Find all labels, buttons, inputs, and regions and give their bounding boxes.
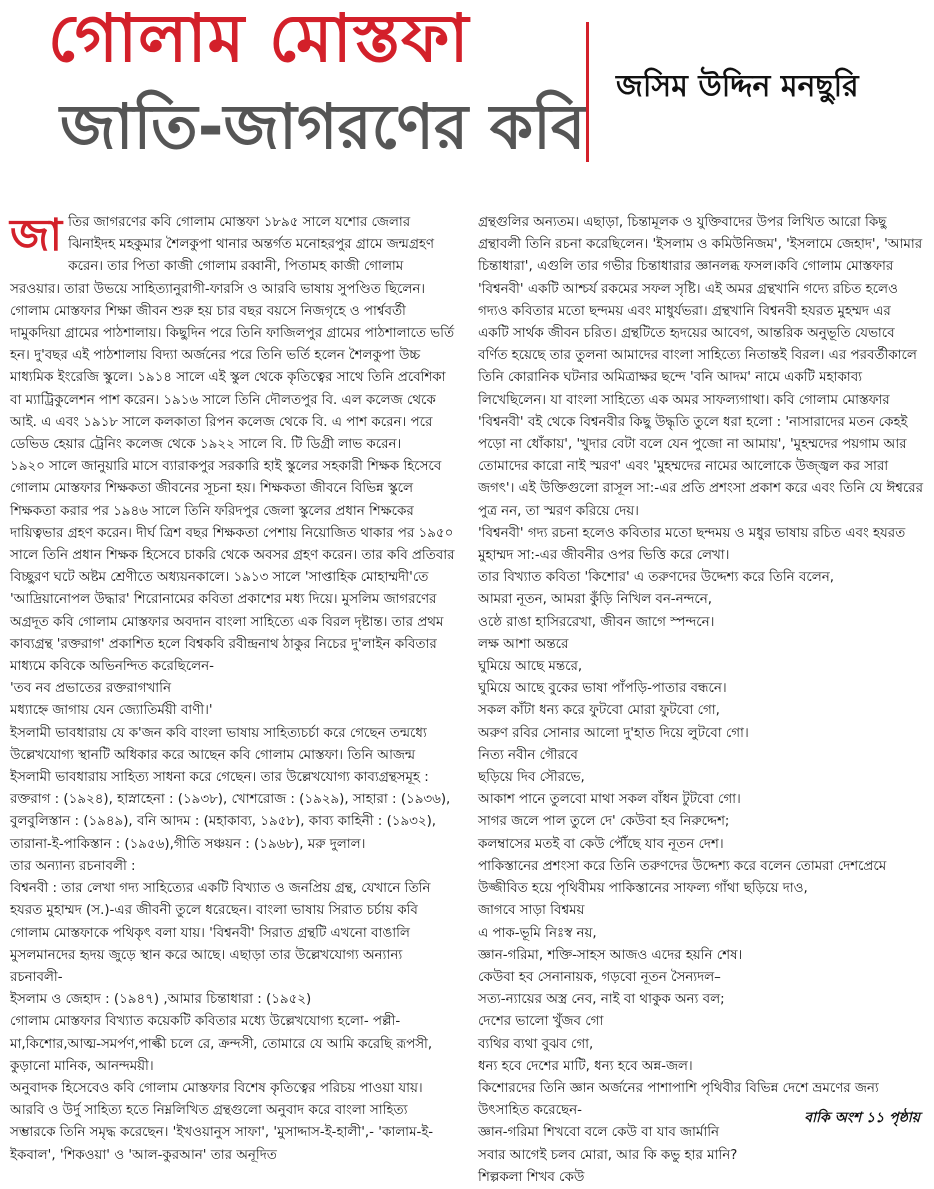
paragraph: জাতির জাগরণের কবি গোলাম মোস্তফা ১৮৯৫ সালে যশোর জেলার ঝিনাইদহ মহকুমার শৈলকুপা থানার অন্তর্গত মনোহরপুর গ্রামে জন্মগ্রহণ করেন। তার পিতা কাজী গোলাম রব্বানী, পিতামহ কাজী গোলাম সরওয়ার। তারা উভয়ে সাহিত্যানুরাগী-ফারসি ও আরবি ভাষায় সুপণ্ডিত ছিলেন। গোলাম মোস্তফার শিক্ষা জীবন শুরু হয় চার বছর বয়সে নিজগৃহে ও পার্শ্ববর্তী দামুকদিয়া গ্রামের পাঠশালায়। কিছুদিন পরে তিনি ফাজিলপুর গ্রামের পাঠশালাতে ভর্তি হন। দু'বছর এই পাঠশালায় বিদ্যা অর্জনের পরে তিনি ভর্তি হলেন শৈলকুপা উচ্চ মাধ্যমিক ইংরেজি স্কুলে। ১৯১৪ সালে এই স্কুল থেকে কৃতিত্বের সাথে তিনি প্রবেশিকা বা ম্যাট্রিকুলেশন পাশ করেন। ১৯১৬ সালে তিনি দৌলতপুর বি. এল কলেজ থেকে আই. এ এবং ১৯১৮ সালে কলকাতা রিপন কলেজ থেকে বি. এ পাশ করেন। পরে ডেভিড হেয়ার ট্রেনিং কলেজ থেকে ১৯২২ সালে বি. টি ডিগ্রী লাভ করেন। [10, 210, 455, 453]
dropcap: জা [10, 210, 63, 261]
poem-line: ছড়িয়ে দিব সৌরভে, [478, 770, 585, 786]
poem-line: শিল্পকলা শিখব কেউ [478, 1169, 585, 1185]
header-divider [586, 22, 589, 162]
quote-line: 'তব নব প্রভাতের রক্তরাগখানি [10, 681, 171, 697]
poem-line: সাগর জলে পাল তুলে দে' কেউবা হব নিরুদ্দেশ; [478, 814, 730, 830]
article-header [0, 0, 934, 195]
paragraph: অনুবাদক হিসেবেও কবি গোলাম মোস্তফার বিশেষ কৃতিত্বের পরিচয় পাওয়া যায়। আরবি ও উর্দু সাহিত্য হতে নিম্নলিখিত গ্রন্থগুলো অনুবাদ করে বাংলা সাহিত্য সম্ভারকে তিনি সমৃদ্ধ করেছেন। 'ইখওয়ানুস সাফা', 'মুসাদ্দাস-ই-হালী',- 'কালাম-ই-ইকবাল', 'শিকওয়া' ও 'আল-কুরআন' তার অনূদিত [10, 1080, 434, 1163]
poem-line: জাগবে সাড়া বিশ্বময় [478, 903, 585, 919]
paragraph: ইসলামী ভাবধারায় যে ক'জন কবি বাংলা ভাষায় সাহিত্যচর্চা করে গেছেন তন্মধ্যে উল্লেখযোগ্য স্থানটি অধিকার করে আছেন কবি গোলাম মোস্তফা। তিনি আজন্ম ইসলামী ভাবধারায় সাহিত্য সাধনা করে গেছেন। তার উল্লেখযোগ্য কাব্যগ্রন্থসমূহ : রক্তরাগ : (১৯২৪), হাস্নাহেনা : (১৯৩৮), খোশরোজ : (১৯২৯), সাহারা : (১৯৩৬), বুলবুলিস্তান : (১৯৪৯), বনি আদম : (মহাকাব্য, ১৯৫৮), কাব্য কাহিনী : (১৯৩২), তারানা-ই-পাকিস্তান : (১৯৫৬),গীতি সঞ্চয়ন : (১৯৬৮), মরু দুলাল। [10, 725, 451, 852]
poem-line: এ পাক-ভূমি নিঃস্ব নয়, [478, 925, 597, 941]
poem-line: আমরা নূতন, আমরা কুঁড়ি নিখিল বন-নন্দনে, [478, 592, 713, 608]
poem-line: সকল কাঁটা ধন্য করে ফুটবো মোরা ফুটবো গো, [478, 703, 720, 719]
subheadline: জাতি-জাগরণের কবি [60, 90, 586, 163]
quote-line: মধ্যাহ্নে জাগায় যেন জ্যোতির্ময়ী বাণী।' [10, 703, 213, 719]
poem-line: কলম্বাসের মতই বা কেউ পৌঁছে যাব নূতন দেশ। [478, 836, 724, 852]
poem-line: অরুণ রবির সোনার আলো দু'হাত দিয়ে লুটবো গো। [478, 725, 749, 741]
poem-line: নিত্য নবীন গৌরবে [478, 747, 578, 763]
paragraph: তার বিখ্যাত কবিতা 'কিশোর' এ তরুণদের উদ্দেশ্য করে তিনি বলেন, [478, 570, 834, 586]
poem-line: সবার আগেই চলব মোরা, আর কি কভু হার মানি? [478, 1147, 738, 1163]
paragraph: পাকিস্তানের প্রশংসা করে তিনি তরুণদের উদ্দেশ্য করে বলেন তোমরা দেশপ্রেমে উজ্জীবিত হয়ে পৃথিবীময় পাকিস্তানের সাফল্য গাঁথা ছড়িয়ে দাও, [478, 858, 887, 897]
poem-line: লক্ষ আশা অন্তরে [478, 636, 569, 652]
paragraph: গোলাম মোস্তফার বিখ্যাত কয়েকটি কবিতার মধ্যে উল্লেখযোগ্য হলো- পল্লী-মা,কিশোর,আত্ম-সমর্পণ,পাল্কী চলে রে, ক্রন্দসী, তোমারে যে আমি করেছি রূপসী, কুড়ানো মানিক, আনন্দময়ী। [10, 1014, 433, 1074]
poem-line: সত্য-ন্যায়ের অস্ত্র নেব, নাই বা থাকুক অন্য বল; [478, 992, 725, 1008]
paragraph: গ্রন্থগুলির অন্যতম। এছাড়া, চিন্তামূলক ও যুক্তিবাদের উপর লিখিত আরো কিছু গ্রন্থাবলী তিনি রচনা করেছিলেন। 'ইসলাম ও কমিউনিজম', 'ইসলামে জেহাদ', 'আমার চিন্তাধারা', এগুলি তার গভীর চিন্তাধারার জ্ঞানলব্ধ ফসল।কবি গোলাম মোস্তফার 'বিশ্বনবী' একটি আশ্চর্য রকমের সফল সৃষ্টি। এই অমর গ্রন্থখানি গদ্যে রচিত হলেও গদ্যও কবিতার মতো ছন্দময় এবং মাধুর্যভরা। গ্রন্থখানি বিশ্বনবী হযরত মুহম্মদ এর একটি সার্থক জীবন চরিত। গ্রন্থটিতে হৃদয়ের আবেগ, আন্তরিক অনুভূতি যেভাবে বর্ণিত হয়েছে তার তুলনা আমাদের বাংলা সাহিত্যে নিতান্তই বিরল। এর পরবর্তীকালে তিনি কোরানিক ঘটনার অমিত্রাক্ষর ছন্দে 'বনি আদম' নামে একটি মহাকাব্য লিখেছিলেন। যা বাংলা সাহিত্যে এক অমর সাফল্যগাথা। কবি গোলাম মোস্তফার 'বিশ্বনবী' বই থেকে বিশ্বনবীর কিছু উদ্ধৃতি তুলে ধরা হলো : 'নাসারাদের মতন কেহই পড়ো না ধোঁকায়', 'খুদার বেটা বলে যেন পুজো না আমায়', 'মুহম্মদের পয়গাম আর তোমাদের কারো নাই স্মরণ' এবং 'মুহম্মদের নামের আলোকে উজ্জ্বল কর সারা জগৎ'। এই উক্তিগুলো রাসূল সা:-এর প্রতি প্রশংসা প্রকাশ করে এবং তিনি যে ঈশ্বরের পুত্র নন, তা স্মরণ করিয়ে দেয়। [478, 215, 924, 519]
poem-line: কেউবা হব সেনানায়ক, গড়বো নূতন সৈন্যদল– [478, 969, 721, 985]
paragraph: বিশ্বনবী : তার লেখা গদ্য সাহিত্যের একটি বিখ্যাত ও জনপ্রিয় গ্রন্থ, যেখানে তিনি হযরত মুহাম্মদ (স.)-এর জীবনী তুলে ধরেছেন। বাংলা ভাষায় সিরাত চর্চায় কবি গোলাম মোস্তফাকে পথিকৃৎ বলা যায়। 'বিশ্বনবী' সিরাত গ্রন্থটি এখনো বাঙালি মুসলমানদের হৃদয় জুড়ে স্থান করে আছে। এছাড়া তার উল্লেখযোগ্য অন্যান্য রচনাবলী- [10, 881, 431, 985]
paragraph: কিশোরদের তিনি জ্ঞান অর্জনের পাশাপাশি পৃথিবীর বিভিন্ন দেশে ভ্রমণের জন্য উৎসাহিত করেছেন- [478, 1080, 879, 1119]
paragraph: তার অন্যান্য রচনাবলী : [10, 858, 136, 874]
paragraph: ইসলাম ও জেহাদ : (১৯৪৭) ,আমার চিন্তাধারা : (১৯৫২) [10, 992, 312, 1008]
author-byline: জসিম উদ্দিন মনছুরি [616, 69, 859, 104]
poem-line: ধন্য হবে দেশের মাটি, ধন্য হবে অন্ন-জল। [478, 1058, 693, 1074]
poem-line: ঘুমিয়ে আছে মন্তরে, [478, 659, 583, 675]
poem-line: ঘুমিয়ে আছে বুকের ভাষা পাঁপড়ি-পাতার বন্ধনে। [478, 681, 727, 697]
poem-line: দেশের ভালো খুঁজব গো [478, 1014, 604, 1030]
left-column [10, 212, 455, 1167]
paragraph: 'বিশ্বনবী' গদ্য রচনা হলেও কবিতার মতো ছন্দময় ও মধুর ভাষায় রচিত এবং হযরত মুহাম্মদ সা:-এর জীবনীর ওপর ভিত্তি করে লেখা। [478, 525, 906, 564]
poem-line: ব্যথির ব্যথা বুঝব গো, [478, 1036, 594, 1052]
paragraph: ১৯২০ সালে জানুয়ারি মাসে ব্যারাকপুর সরকারি হাই স্কুলের সহকারী শিক্ষক হিসেবে গোলাম মোস্তফার শিক্ষকতা জীবনের সূচনা হয়। শিক্ষকতা জীবনে বিভিন্ন স্কুলে শিক্ষকতা করার পর ১৯৪৬ সালে তিনি ফরিদপুর জেলা স্কুলের প্রধান শিক্ষকের দায়িত্বভার গ্রহণ করেন। দীর্ঘ ত্রিশ বছর শিক্ষকতা পেশায় নিয়োজিত থাকার পর ১৯৫০ সালে তিনি প্রধান শিক্ষক হিসেবে চাকরি থেকে অবসর গ্রহণ করেন। তার কবি প্রতিবার বিচ্ছুরণ ঘটে অষ্টম শ্রেণীতে অধ্যয়নকালে। ১৯১৩ সালে 'সাপ্তাহিক মোহাম্মদী'তে 'আদ্রিয়ানোপল উদ্ধার' শিরোনামের কবিতা প্রকাশের মধ্য দিয়ে। মুসলিম জাগরণের অগ্রদূত কবি গোলাম মোস্তফার অবদান বাংলা সাহিত্যে এক বিরল দৃষ্টান্ত। তার প্রথম কাব্যগ্রন্থ 'রক্তরাগ' প্রকাশিত হলে বিশ্বকবি রবীন্দ্রনাথ ঠাকুর নিচের দু'লাইন কবিতার মাধ্যমে কবিকে অভিনন্দিত করেছিলেন- [10, 459, 455, 675]
continued-note: বাকি অংশ ১১ পৃষ্ঠায় [804, 1110, 920, 1126]
poem-line: জ্ঞান-গরিমা, শক্তি-সাহস আজও এদের হয়নি শেষ। [478, 947, 743, 963]
right-column [478, 212, 924, 1189]
poem-line: জ্ঞান-গরিমা শিখবো বলে কেউ বা যাব জার্মানি [478, 1125, 720, 1141]
poem-line: ওষ্ঠে রাঙা হাসিররেখা, জীবন জাগে স্পন্দনে। [478, 614, 715, 630]
poem-line: আকাশ পানে তুলবো মাথা সকল বাঁধন টুটবো গো। [478, 792, 741, 808]
headline: গোলাম মোস্তফা [48, 0, 470, 77]
